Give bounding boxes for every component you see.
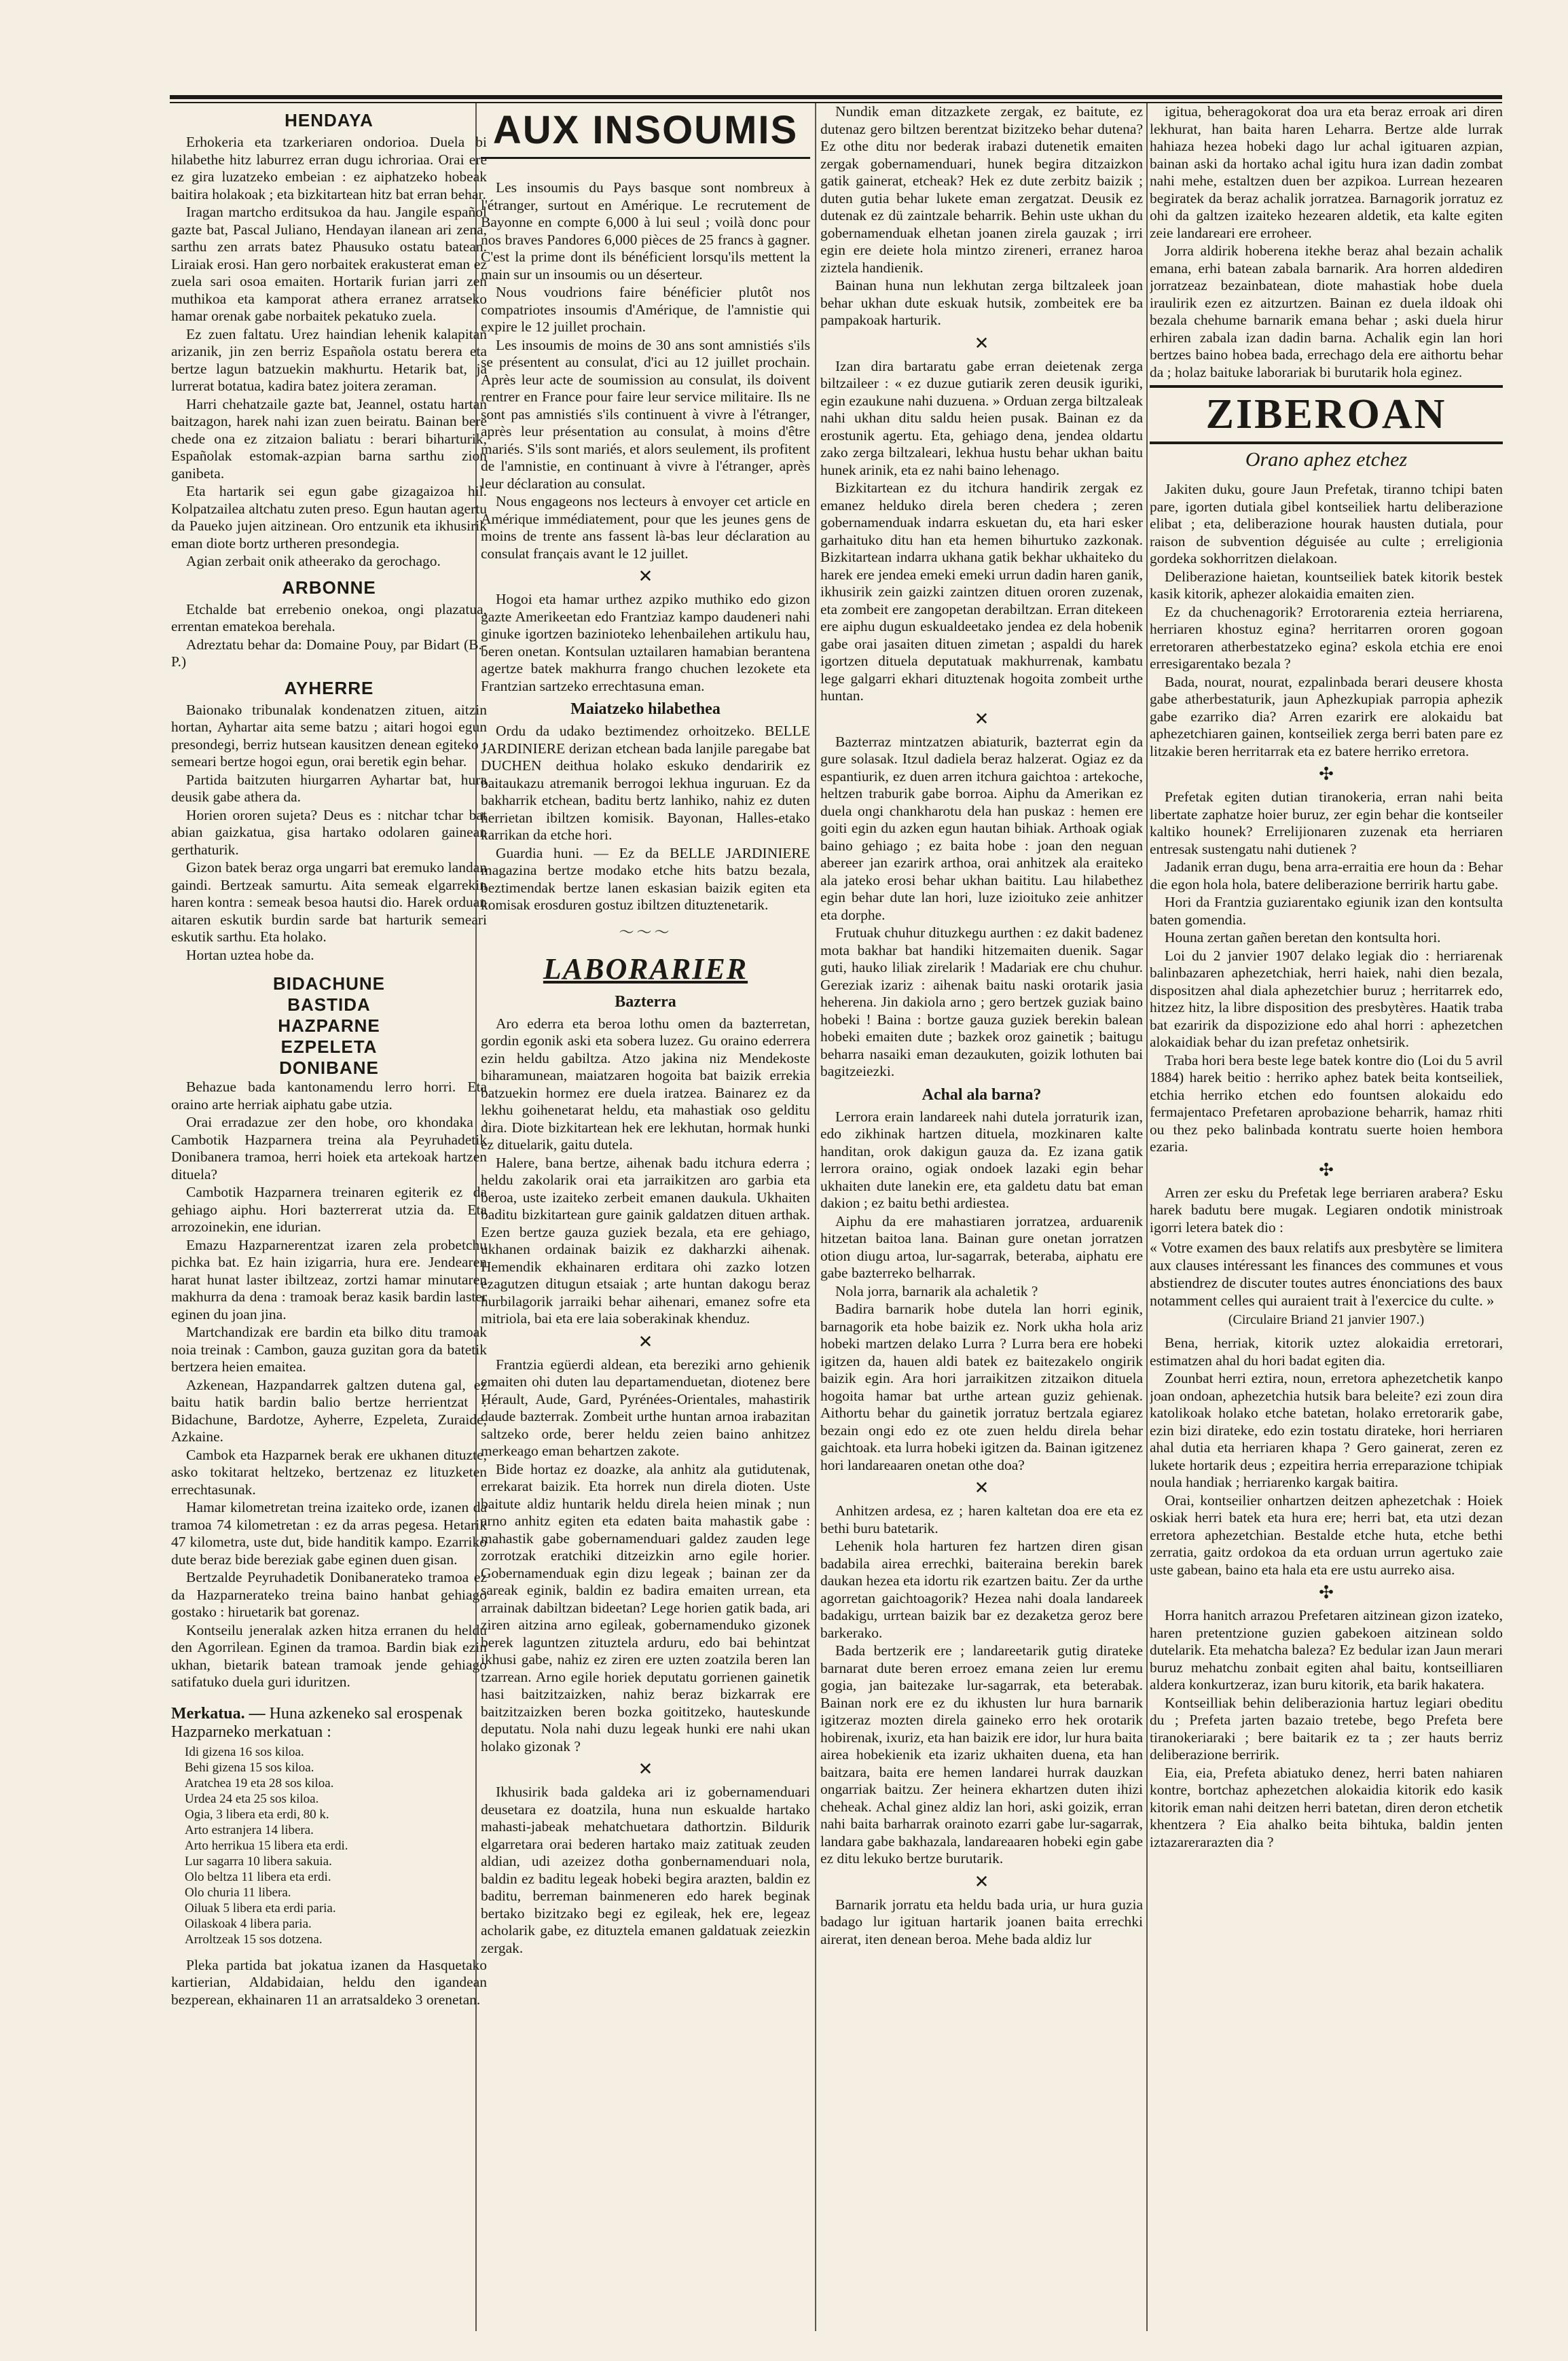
paragraph: Frantzia egüerdi aldean, eta bereziki arno gehienik emaiten ohi duten lau departamenduetan, diotenez bere Hérault, Aude, Gard, Pyrénées-Orientales, mahastirik daude bazterrak. Zombeit urthe huntan arnoa irabazitan saltzeko orde, berer heldu zeien baino anhitzez merkeago eman behartzen zakote.: [481, 1356, 810, 1459]
market-price-list: [185, 1744, 487, 1947]
paragraph: Ikhusirik bada galdeka ari iz gobernamenduari deusetara ez doatzila, huna nun eskualde hartako mahasti-jabeak mehatchuetara dathortzin. Bildurik elgarretara orai bederen hartako maiz zatituak zeuden aldian, udi azeizez dotha gonbernamenduari nola, baldin ez baditu legeak hobeki begira arazten, baldin ez baditu, berreman bainmeneren edo harek beginak bertako bizitzako begi ez egileak, hek ere, legeaz acholarik gabe, ez dituztela emanen galdatuak zeiezkin zergak.: [481, 1784, 810, 1956]
separator: ✕: [974, 333, 989, 353]
paragraph: Ez zuen faltatu. Urez haindian lehenik kalapitan arizanik, jin zen berriz Española ostatu berera eta bertze lagun batzuekin makhurtu. Hetarik bat, ja lurrerat botatua, kadira batez joitera zeraman.: [171, 325, 487, 394]
paragraph: Agian zerbait onik atheerako da gerochago.: [186, 553, 441, 569]
list-item: Arto herrikua 15 libera eta erdi.: [185, 1838, 348, 1853]
paragraph: Baionako tribunalak kondenatzen zituen, aitzin hortan, Ayhartar aita seme batzu ; aitari hogoi egun presondegi, berriz hutsean kausitzen denean egiteko ; semeari bertze hogoi egun, orai beretik egin behar.: [171, 701, 487, 770]
list-item: Ogia, 3 libera eta erdi, 80 k.: [185, 1807, 329, 1822]
paragraph: Traba hori bera beste lege batek kontre dio (Loi du 5 avril 1884) harek beitio : herriko aphez batek beita kontseiliek, etchia herriko etchen edo fountsen alokaidu edo fermajentaco Prefetaren aprobazione beharrik, hamaz rhiti ou thez peko balinbada kontratu suerte hoien hembora ezaria.: [1150, 1051, 1503, 1155]
paragraph: Pleka partida bat jokatua izanen da Hasquetako kartierian, Aldabidaian, heldu den igandean bezperean, ekhainaren 11 an arratsaldeko 3 orenetan.: [171, 1956, 487, 2008]
paragraph: Nous engageons nos lecteurs à envoyer cet article en Amérique immédiatement, pour que les jeunes gens de moins de trente ans fassent là-bas leur déclaration au consulat français avant le 12 juillet.: [481, 493, 810, 562]
paragraph: Hortan uztea hobe da.: [186, 946, 314, 963]
hendaya-article: [171, 134, 487, 571]
paragraph: Nundik eman ditzazkete zergak, ez baitute, ez dutenaz gero biltzen berentzat bizitzeko behar dutena? Ez othe ditu nor bederak irabazi dutenetik emaiten zergak gobernamenduari, hunek begira ditzaizkon gatik gainerat, etcheak? Hek ez dute zerbitz baizik ; duten gutia behar lukete eman zergatzat. Deusik ez dutenak ez dü zaintzale beharrik. Behin uste ukhan du gobernamenduak elhetan joanen zirela gauzak ; irri egin ere deiete hola mintzo zireneri, erranez haroa ziztela handienik.: [820, 103, 1143, 276]
market-intro: Huna azkeneko sal erospenak Hazparneko merkatuan :: [171, 1704, 463, 1741]
section-title-ziberoan: ZIBEROAN: [1150, 385, 1503, 444]
paragraph: Hamar kilometretan treina izaiteko orde, izanen da tramoa 74 kilometretan : ez da arras pegesa. Hetarik 47 kilometra, uste dut, bide handitik kampo. Ezarriko dute beraz bide bereziak gabe eginen duen gisan.: [171, 1499, 487, 1568]
paragraph: Kontseilu jeneralak azken hitza erranen du heldu den Agorrilean. Eginen da tramoa. Bardin biak ezin ukhan, bietarik batean tramoak jende gehiago satifatuko duela guri iduritzen.: [171, 1621, 487, 1690]
list-item: Lur sagarra 10 libera sakuia.: [185, 1854, 332, 1869]
paragraph: Eia, eia, Prefeta abiatuko denez, herri baten nahiaren kontre, bortchaz aphezetchen alokaidia kitorik edo kasik kitorik eman nahi deitzen herri batetan, diren deron etchetik khentzera ? Eia ahalko beita bihtuka, baldin jenten iztazarerarazten dia ?: [1150, 1764, 1503, 1850]
paragraph: Bazterraz mintzatzen abiaturik, bazterrat egin da gure solasak. Itzul dadiela beraz halzerat. Ogiaz ez da espantiurik, ez duen arren itchura gaichtoa : artekoche, heltzen traburik gabe borroa. Aiphu da Amerikan ez duela ongi chankharotu dela han puskaz : hemen ere goiti egin du azken egun hautan bihiak. Arthoak ogiak baino gehiago ; ez baita hobe : joan den neguan abereer jan ezarirk arthoa, orai anhitzek ala eraiteko ala jateko erosi behar ukhan baititu. Lau hilabethez egin behar dute lan hori, luze izioituko zeie anhitzer eta dorphe.: [820, 733, 1143, 923]
paragraph: Les insoumis de moins de 30 ans sont amnistiés s'ils se présentent au consulat, d'ici au 12 juillet prochain. Après leur acte de soumission au consulat, ils doivent rentrer en France pour faire leur service militaire. Ils ne sont pas amnistiés s'ils continuent à vivre à l'étranger, après leur présentation au consulat, à moins d'être mariés. S'ils sont mariés, et alors seulement, ils profitent de l'amnistie, en continuant à vivre à l'étranger, après leur déclaration au consulat.: [481, 336, 810, 492]
top-rule: [170, 95, 1502, 99]
separator: ✣: [1319, 764, 1334, 784]
separator: ✕: [638, 1759, 653, 1779]
list-item: Aratchea 19 eta 28 sos kiloa.: [185, 1776, 334, 1790]
paragraph: Bizkitartean ez du itchura handirik zergak ez emanez helduko direla beren chedera ; zeren gobernamenduak indarra eskuetan du, eta hari esker garhaituko ditu han eta hemen bihurtuko zazkonak. Bizkitartean indarra ukhana gatik bekhar ukhaiteko du harek ere jendea emeki emeki urrun dadin haren ganik, ikhusirik zein gaizki zaintzen dituen ororen zuzenak, eta zombeit ere zangopetan derabiltzan. Erran ditekeen ere aiphu dugun eskualdeetako jendea ez dela hobenik gabe orai jasaiten dituen zimetan ; aspaldi du harek igortzen dituela deputatuak makhurrenak, kambatu lege galgarri ekhari dituztenak hogoita zombeit urthe huntan.: [820, 480, 1143, 704]
paragraph: Behazue bada kantonamendu lerro horri. Eta oraino arte herriak aiphatu gabe utzia.: [171, 1079, 487, 1113]
paragraph: Guardia huni. — Ez da BELLE JARDINIERE magazina bertze modako etche hits batzu bezala, beztimendak bertze lanen eskasian baizik egiten eta komisak erosduren gostuz ibiltzen dituztenetarik.: [481, 844, 810, 913]
list-item: Oiluak 5 libera eta erdi paria.: [185, 1900, 336, 1915]
separator: ✣: [1319, 1583, 1334, 1602]
column-1: [171, 103, 487, 2331]
paragraph: Horra hanitch arrazou Prefetaren aitzinean gizon izateko, haren pretentzione guzien gabekoen aitzinean soldo dutelarik. Eta mehatcha baleza? Ez bedular izan Jaun merari buruz mehatchu zonbait egiten ahal baitu, kontseilliaren aldera konkurtzeraz, izan buru kitorik, eta barik hakatera.: [1150, 1607, 1503, 1693]
paragraph: Hogoi eta hamar urthez azpiko muthiko edo gizon gazte Amerikeetan edo Frantziaz kampo daudeneri nahi ginuke igortzen bazinioteko lehenbailehen artikulu hau, beren onetan. Kontsulan uztailaren hamabian berantena agertze batek makhurra frango chuchen lezokete eta Frantzian sartzeko errechtasuna eman.: [481, 591, 810, 694]
paragraph: Aro ederra eta beroa lothu omen da bazterretan, gordin egonik aski eta sobera luzez. Gu oraino ederrera ezin heldu gabiltza. Atzo jakina niz Mendekoste biharamunean, maiatzaren hogoita bat baizik errekia batzuekin hormez ere duela iratzea. Bainarez ez da lekhu goihenetarat heldu, eta mahastiak oso gelditu dira. Diote bizkitartean hek ere lekhutan, hormak hunki ez dituelarik, gaitu dutela.: [481, 1015, 810, 1153]
paragraph: Horien ororen sujeta? Deus es : nitchar tchar bat abian gaizkatua, gisa hartako odolaren gainean gerthaturik.: [171, 806, 487, 858]
place-headings: [171, 973, 487, 1079]
paragraph: Barnarik jorratu eta heldu bada uria, ur hura guzia badago lur igituan hartarik joanen baita errechki airerat, iten denean beroa. Mehe bada aldiz lur: [820, 1896, 1143, 1947]
paragraph: Badira barnarik hobe dutela lan horri eginik, barnagorik eta hobe baizik ez. Nork ukha hola ariz hobeki martzen delako Lurra ? Lurra bera ere hobeki igitzen da, hauen aldi batek ez baitezakelo ongirik baizik egin. Ara hori jarraikitzen zitzaikon dituela hogoita hamar bat urthe artean guziz gehienak. Aithortu behar du gainetik jorratuz bertzala egiarez bezain ongi edo ez ote zuen heldu direla behar gaichtoak. eta lurra hobeki igitzen da. Bainan igitzenez hori landareaaren onetan othe doa?: [820, 1301, 1143, 1473]
paragraph: Bada, nourat, nourat, ezpalinbada berari deusere khosta gabe atherbestaturik, jaun Aphezkupiak parropia aphezik gabe ezarriko dia? Arren ezarirk ere alokaidu bat aphezetchiaren gainen, kontseiliek zerga berri baten pare ez litzakie beren herritarrak eta ez batere herriko erretora.: [1150, 673, 1503, 759]
headline-insoumis: AUX INSOUMIS: [481, 107, 810, 159]
column-4: [1150, 103, 1503, 2331]
paragraph: Jadanik erran dugu, bena arra-erraitia ere houn da : Behar die egon hola hola, batere deliberazione berririk hartu gabe.: [1150, 859, 1503, 893]
column-3: [820, 103, 1143, 2331]
column-divider: [815, 103, 816, 2331]
paragraph: Les insoumis du Pays basque sont nombreux à l'étranger, surtout en Amérique. Le recrutement de Bayonne en compte 6,000 à lui seul ; voilà donc pour nos braves Pandores 6,000 pièces de 25 francs à gagner. C'est la prime dont ils bénéficient lorsqu'ils mettent la main sur un insoumis ou un déserteur.: [481, 179, 810, 283]
paragraph: Aiphu da ere mahastiaren jorratzea, arduarenik hitzetan baitoa lana. Bainan gure onetan jorratzen otion diugu artoa, lur-sagarrak, beteraba, aiphatu ere gabe bazterreko belharrak.: [820, 1212, 1143, 1281]
column-divider: [1146, 103, 1148, 2331]
separator: ✕: [974, 708, 989, 729]
paragraph: Hori da Frantzia guziarentako egiunik izan den kontsulta baten gomendia.: [1150, 894, 1503, 928]
paragraph: Halere, bana bertze, aihenak badu itchura ederra ; heldu zakolarik orai eta jarraikitzen aro garbia eta beroa, uste izaiteko zerbeit emanen daukula. Ukhaiten baditu bizkitartean gure gainik galdatzen dituen arthak. Ezen bertze gauza guziek bezala, eta ere gehiago, ukhanen ordainak baizik ez dakharzki aihenak. Hemendik ekhainaren erditara ohi zazko lotzen ezagutzen ditugun etsaiak ; arte huntan dakogu beraz hurbilagorik jarraiki behar aihenari, emanez sofre eta mitriola, bai eta ere laia soberakinak khenduz.: [481, 1154, 810, 1327]
paragraph: Ez da chuchenagorik? Errotorarenia ezteia herriarena, herriaren khostuz egina? herritarren ororen gogoan erretoraren atherbestatzeko egina? eskola etchia ere enoi erresigarentako bezala ?: [1150, 603, 1503, 672]
paragraph: Jakiten duku, goure Jaun Prefetak, tiranno tchipi baten pare, igorten dutiala gibel kontseiliek hartu deliberazione elibat ; eta, deliberazione hourak hausten dutiala, pour raison de subvention déguisée au culte ; erreligionia gordeka sokhorritzen dielakoan.: [1150, 481, 1503, 566]
section-title-arbonne: ARBONNE: [282, 577, 376, 598]
paragraph: Houna zertan gañen beretan den kontsulta hori.: [1165, 929, 1441, 945]
paragraph: Loi du 2 janvier 1907 delako legiak dio : herriarenak balinbazaren aphezetchiak, herri haiek, nahi dien bezala, dispositzen ahal diala aphezetchier buruz ; herritarrek edo, hitzez hitz, la libre disposition des presbytères. Haatik traba bat ezaririk da dispozizione edo ahal horri : aphezetchen alokaidiak behar du izan prefetaz onhetsirik.: [1150, 947, 1503, 1050]
paragraph: Nous voudrions faire bénéficier plutôt nos compatriotes insoumis d'Amérique, de l'amnistie qui expire le 12 juillet prochain.: [481, 284, 810, 335]
paragraph: Orai erradazue zer den hobe, oro khondaka : Cambotik Hazparnera treina ala Peyruhadetik Donibanera tramoa, herri hoiek eta artekoak hartzen dituela?: [171, 1114, 487, 1183]
market-title: Merkatua.: [171, 1704, 245, 1723]
paragraph: Zounbat herri eztira, noun, erretora aphezetchetik kanpo joan ondoan, aphezetchia hutsik bara beleite? ezi zoun dira katolikoak holako etche batetan, holako erretorarik gabe, ezin bizi dirateke, edo ezin tostatu dirateke, hori herriaren ahal dutia eta herriaren khapa ? Gero gainerat, zeren ez lukete hortarik deus ; ezpeitira herria erreparazione tchipiak noula handiak ; herriarenko kargak baitira.: [1150, 1370, 1503, 1490]
paragraph: Jorra aldirik hoberena itekhe beraz ahal bezain achalik emana, erhi batean zabala barnarik. Ara horren aldediren jorratzeaz bezainbatean, diote mahastiak hobe duela iraulirik ezen ez aitzurtzen. Bainan ez duela ildoak ohi bezala chehume barnarik emana behar ; aski duela hirur erhiren zabala izan dadin barna. Achalik egin lan hori bertzes baino hobea bada, errechago dela ere aithortu behar da ; holaz baituke laborariak bi burutarik hola eginez.: [1150, 242, 1503, 380]
paragraph: Partida baitzuten hiurgarren Ayhartar bat, hura deusik gabe athera da.: [171, 771, 487, 805]
section-title-maiatzeko: Maiatzeko hilabethea: [570, 700, 721, 718]
paragraph: Ordu da udako beztimendez orhoitzeko. BELLE JARDINIERE derizan etchean bada lanjile paregabe bat DUCHEN deithua holako eskuko dendaririk ez baitaukazu atremanik berrogoi lekhua inguruan. Ez da bakharrik etchean, baditu bertz lanhiko, nahiz ez duten herrietan ibiltzen komisik. Bayonan, Halles-etako karrikan da etche hori.: [481, 723, 810, 843]
paragraph: Anhitzen ardesa, ez ; haren kaltetan doa ere eta ez bethi buru batetarik.: [820, 1502, 1143, 1536]
place-title: EZPELETA: [280, 1037, 378, 1057]
paragraph: igitua, beheragokorat doa ura eta beraz erroak ari diren lekhurat, han baita haren Leharra. Bertze alde lurrak hahiaza hezea hobeki dago lur achal igituaren azpian, bainan aski da hortako achal igitu hura izan dadin zombat nahi mehe, estaltzen duen ber azpikoa. Lurrean hezearen begiratek da beraz achalik jorratzea. Barnagorik jorratuz ez ohi da galtzen izaiteko hezearen aldetik, eta kalte egiten zeie landareari ere erroheer.: [1150, 103, 1503, 241]
paragraph: Iragan martcho erditsukoa da hau. Jangile español gazte bat, Pascal Juliano, Hendayan ilanean ari zena, sarthu zen arrats batez Phausuko ostatu batean. Liraiak erosi. Han gero norbaitek erakusterat eman ez zuela sari osoa emaiten. Hortarik furian jarri zen muthikoa eta kamporat athera erranez arratseko hamar orenak gabe norbaitek pekatuko zuela.: [171, 204, 487, 324]
market-heading: Merkatua. — Huna azkeneko sal erospenak Hazparneko merkatuan :: [171, 1704, 463, 1741]
paragraph: Bada bertzerik ere ; landareetarik gutig dirateke barnarat dute beren erroez emana zeien lur eremu gogia, jan baitezake lur-sagarrak, eta beterabak. Bainan nork ere ez du ikhusten lur hura barnarik igitzeraz mozten direla gaineko erro hek orotarik hobirenak, ixuriz, eta han baizik ere idor, lur hura baita airea hobekienik eta izariz ukhaiten duena, eta han baitzara, baita ere hemen landarei hurrak dauzkan ongarriak baitzu. Zer heinera ekhartzen duten ihizi cheheak. Achal ginez aldiz lan hori, aski goizik, erran nahi baita barharrak orainoto ezarri gabe lur-sagarrak, landara gabe bakhazala, landareaaren hobeki egin gabe ez ditu lekuko bertze burutarik.: [820, 1642, 1143, 1867]
list-item: Arroltzeak 15 sos dotzena.: [185, 1932, 323, 1947]
separator: ✣: [1319, 1159, 1334, 1180]
section-title-ayherre: AYHERRE: [284, 677, 374, 698]
list-item: Urdea 24 eta 25 sos kiloa.: [185, 1791, 319, 1806]
paragraph: Prefetak egiten dutian tiranokeria, erran nahi beita libertate zaphatze hoier buruz, zer egin behar die kontseiler kaltiko hounek? Errelijionaren zuzenak eta herriaren entresak sustengatu nahi dutienek ?: [1150, 789, 1503, 857]
list-item: Oilaskoak 4 libera paria.: [185, 1916, 312, 1931]
section-title-hendaya: HENDAYA: [285, 110, 373, 130]
separator: ✕: [638, 566, 653, 586]
paragraph: Deliberazione haietan, kountseiliek batek kitorik bestek kasik kitorik, aphezer alokaidia emaiten zien.: [1150, 568, 1503, 602]
list-item: Idi gizena 16 sos kiloa.: [185, 1744, 304, 1759]
paragraph: Cambok eta Hazparnek berak ere ukhanen dituzte, asko tokitarat heltzeko, bertzenaz ez lituzketen errechtasunak.: [171, 1446, 487, 1498]
paragraph: Martchandizak ere bardin eta bilko ditu tramoak noia treinak : Cambon, gauza guzitan gora da batetik bertzera heien emaitea.: [171, 1324, 487, 1375]
paragraph: Etchalde bat errebenio onekoa, ongi plazatua, errentan ematekoa berehala.: [171, 600, 487, 634]
place-title: HAZPARNE: [278, 1015, 380, 1036]
paragraph: Lehenik hola harturen fez hartzen diren gisan badabila airea errechki, baiteraina berekin barek daukan hezea eta idortu rik ezartzen baitu. Zer da urthe agorretan gaichtoagorik? Hezea nahi doala landareek badakigu, urrtean baizik bar ez dezaketza geroz bere barkerako.: [820, 1538, 1143, 1641]
citation: (Circulaire Briand 21 janvier 1907.): [1228, 1312, 1425, 1327]
separator: 〜〜〜: [619, 923, 672, 941]
place-title: DONIBANE: [279, 1058, 379, 1078]
paragraph: Bena, herriak, kitorik uztez alokaidia erretorari, estimatzen ahal du hori badat egiten dia.: [1150, 1335, 1503, 1369]
paragraph: Frutuak chuhur dituzkegu aurthen : ez dakit badenez mota bakhar bat handiki hitzemaiten duenik. Sagar guti, hauko liliak zirelarik ! Madariak ere chu chuhur. Gereziak izariz : aihenak baitu naski orotarik jasia heherena. Jin dakiola arno ; gero bertzek guziak baino hobeki ! Baina : bortze gauza guziek berekin balean hobeki emaiten dute ; bazkek oroz gainetik ; baitugu beharra nasaiki eman dezaukuten, goizik lothuten bai bagitzeiezki.: [820, 924, 1143, 1079]
paragraph: Izan dira bartaratu gabe erran deietenak zerga biltzaileer : « ez duzue gutiarik zeren deusik iguriki, egin ezaukune nahi duzuena. » Orduan zerga biltzaleak nahi ukhan ditu saldu heien pusak. Bainan ez da erostunik agertu. Eta, gehiago dena, jendea oldartu zako zerga biltzaleari, lekhua hustu behar ukhan baitu hunek arinik, eta ez nahi baino lehenago.: [820, 357, 1143, 478]
paragraph: Erhokeria eta tzarkeriaren ondorioa. Duela bi hilabethe hitz laburrez erran dugu ichroriaa. Orai ere ez gira luzatzeko embeian : ez aiphatzeko hobeak baitira holakoak ; eta bizkitartean hitz bat erran behar.: [171, 134, 487, 202]
paragraph: Harri chehatzaile gazte bat, Jeannel, ostatu hartan baitzagon, harek nahi izan zuen beiratu. Bainan bere chede ona ez zitzaion baliatu : berari biharturik, Españolak estomak-azpian barna sarthu zion ganibeta.: [171, 395, 487, 482]
list-item: Arto estranjera 14 libera.: [185, 1822, 314, 1837]
list-item: Behi gizena 15 sos kiloa.: [185, 1760, 314, 1775]
paragraph: Cambotik Hazparnera treinaren egiterik ez da gehiago aiphu. Hori bazterrerat utzia da. Eta arrozoinekin, ene idurian.: [171, 1184, 487, 1235]
paragraph: Lerrora erain landareek nahi dutela jorraturik izan, edo zikhinak hartzen dituela, mozkinaren kalte handitan, orok dakigun gauza da. Ez izana gatik lerrora oraino, ogiak ondoek lazaki egin behar ukhaiten dute lanekin ere, eta galdetu datu bat eman dakion ; ez baitu bethi ardiestea.: [820, 1108, 1143, 1211]
paragraph: Gizon batek beraz orga ungarri bat eremuko landan gaindi. Bertzeak samurtu. Aita semeak elgarrekin haren kontra : semeak besoa hautsi dio. Harek orduan aitaren eskutik burdin sarde bat harturik semeari eskutik sarthu. Eta holako.: [171, 859, 487, 945]
paragraph: Adreztatu behar da: Domaine Pouy, par Bidart (B.-P.): [171, 636, 487, 670]
section-title-achal: Achal ala barna?: [922, 1085, 1042, 1104]
place-title: BASTIDA: [287, 994, 371, 1015]
paragraph: Arren zer esku du Prefetak lege berriaren arabera? Esku harek badutu bere mugak. Legiaren ondotik ministroak igorri letera batek dio :: [1150, 1184, 1503, 1236]
subsection-title: Orano aphez etchez: [1245, 448, 1408, 471]
separator: ✕: [974, 1871, 989, 1892]
list-item: Olo churia 11 libera.: [185, 1885, 291, 1900]
separator: ✕: [638, 1331, 653, 1352]
paragraph: Azkenean, Hazpandarrek galtzen dutena gal, ez baitu hatik bardin balio bertze herrientzat : Bidachune, Bardotze, Ayherre, Ezpeleta, Zuraide, Azkaine.: [171, 1376, 487, 1445]
separator: ✕: [974, 1478, 989, 1498]
list-item: Olo beltza 11 libera eta erdi.: [185, 1869, 331, 1884]
subsection-title-bazterra: Bazterra: [615, 992, 676, 1011]
paragraph: Emazu Hazparnerentzat izaren zela probetchu pichka bat. Ez hain izigarria, hura ere. Jendearen harat hunat laster ibiltzeaz, zortzi hamar minutaren makhurra da dena : tramoak beraz kasik bardin laster eginen du joan jina.: [171, 1236, 487, 1322]
paragraph: Kontseilliak behin deliberazionia hartuz legiari obeditu du ; Prefeta jarten bazaio tretebe, bego Prefeta bere tiranokeriaraki ; bere baitarik ez ta ; zer hauts berriz deliberazione berririk.: [1150, 1694, 1503, 1763]
paragraph: Bertzalde Peyruhadetik Donibanerateko tramoa ez da Hazparnerateko treina baino hanbat gehiago gostako : hiruetarik bat gorenaz.: [171, 1569, 487, 1620]
place-title: BIDACHUNE: [273, 973, 385, 994]
section-title-laborarier: LABORARIER: [543, 952, 748, 986]
paragraph: Orai, kontseilier onhartzen deitzen aphezetchak : Hoiek oskiak herri batek eta hura ere; herri bat, eta utzi dezan erretora aphezetchian. Bestalde etche huta, etche bethi zerratia, gaitz ordokoa da eta orduan urrun agertuko zaie uste gabean, baino eta hala eta ere ustu aurreko aisa.: [1150, 1492, 1503, 1578]
paragraph: Nola jorra, barnarik ala achaletik ?: [835, 1282, 1038, 1299]
paragraph: Bide hortaz ez doazke, ala anhitz ala gutidutenak, errekarat baizik. Eta horrek nun direla dioten. Uste baitute aldiz huntarik heldu direla heien minak ; nun arno anhitz egiten eta edaten baita mahastik gabe : mahastik gabe gobernamenduari galdez zauden lege zorrotzak eratchiki ditzeizkin arno egile horier. Gobernamenduak egin dizu legeak ; bainan zer da sareak eginik, baldin ez badira emaiten urrean, eta arrainak dabiltzan bideetan? Lege horien gatik bada, ari ziren aitzina arno egileak, gobernamenduko gizonek berek laguntzen zituztela arduru, edo bai behintzat ikhusi gabe, nahiz ez ziren ere uzten zoatzila beren lan tzarrean. Arno egile horiek deputatu gorrienen gainetik hasi baitzitzaizken, nahiz beraz bizkarrak ere baitzitzaizken beren bozka goititzeko, hauteskunde deputatu. Nola nahi duzu legeak hunki ere nahi ukan holako gizonak ?: [481, 1460, 810, 1754]
paragraph: Eta hartarik sei egun gabe gizagaizoa hil. Kolpatzailea altchatu zuten preso. Egun hautan agertu da Paueko jujen aitzinean. Oro entzunik eta ikhusirik eman diote bortz urtheren presondegia.: [171, 483, 487, 552]
quote: « Votre examen des baux relatifs aux presbytère se limitera aux clauses intéressant les finances des communes et vous abstiendrez de discuter toutes autres énonciations des baux notamment celles qui auraient trait à l'exercice du culte. »: [1150, 1239, 1503, 1309]
paragraph: Bainan huna nun lekhutan zerga biltzaleek joan behar ukhan dute eskuak hutsik, zombeitek ere ba pampakoak harturik.: [820, 277, 1143, 328]
column-2: [481, 103, 810, 2331]
